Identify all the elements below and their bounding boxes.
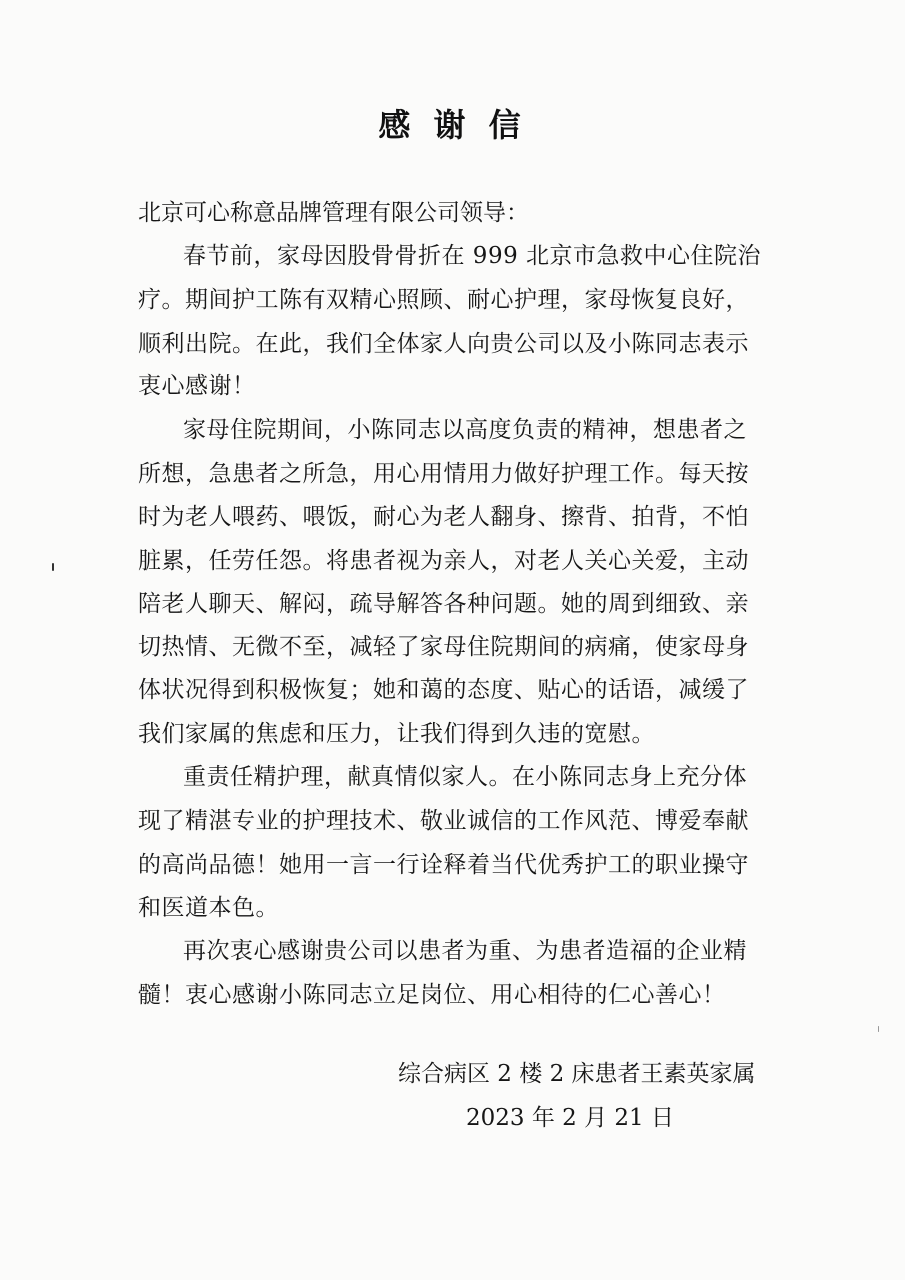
paragraph-line: 髓！衷心感谢小陈同志立足岗位、用心相待的仁心善心！: [138, 982, 726, 1008]
paragraph-line: 顺利出院。在此，我们全体家人向贵公司以及小陈同志表示: [138, 331, 749, 357]
scan-speck: [52, 563, 54, 571]
letter-title: 感 谢 信: [378, 106, 527, 144]
paragraph-line: 衷心感谢！: [138, 373, 256, 399]
paragraph-line: 的高尚品德！她用一言一行诠释着当代优秀护工的职业操守: [138, 852, 749, 878]
scan-speck: [878, 1026, 879, 1032]
paragraph-line: 现了精湛专业的护理技术、敬业诚信的工作风范、博爱奉献: [138, 808, 749, 834]
paragraph-line: 和医道本色。: [138, 895, 279, 921]
date: 2023 年 2 月 21 日: [466, 1105, 674, 1131]
paragraph-line: 切热情、无微不至，减轻了家母住院期间的病痛，使家母身: [138, 634, 749, 660]
paragraph-line: 再次衷心感谢贵公司以患者为重、为患者造福的企业精: [183, 938, 747, 964]
paragraph-line: 我们家属的焦虑和压力，让我们得到久违的宽慰。: [138, 721, 655, 747]
signature: 综合病区 2 楼 2 床患者王素英家属: [398, 1061, 756, 1087]
paragraph-line: 重责任精护理，献真情似家人。在小陈同志身上充分体: [183, 764, 747, 790]
paragraph-line: 体状况得到积极恢复；她和蔼的态度、贴心的话语，减缓了: [138, 677, 749, 703]
paragraph-line: 家母住院期间，小陈同志以高度负责的精神，想患者之: [183, 417, 747, 443]
paragraph-line: 脏累，任劳任怨。将患者视为亲人，对老人关心关爱，主动: [138, 548, 749, 574]
paragraph-line: 时为老人喂药、喂饭，耐心为老人翻身、擦背、拍背，不怕: [138, 504, 749, 530]
paragraph-line: 所想，急患者之所急，用心用情用力做好护理工作。每天按: [138, 461, 749, 487]
paragraph-line: 春节前，家母因股骨骨折在 999 北京市急救中心住院治: [183, 243, 762, 269]
paragraph-line: 陪老人聊天、解闷，疏导解答各种问题。她的周到细致、亲: [138, 591, 749, 617]
salutation: 北京可心称意品牌管理有限公司领导：: [138, 200, 529, 226]
paragraph-line: 疗。期间护工陈有双精心照顾、耐心护理，家母恢复良好，: [138, 287, 749, 313]
